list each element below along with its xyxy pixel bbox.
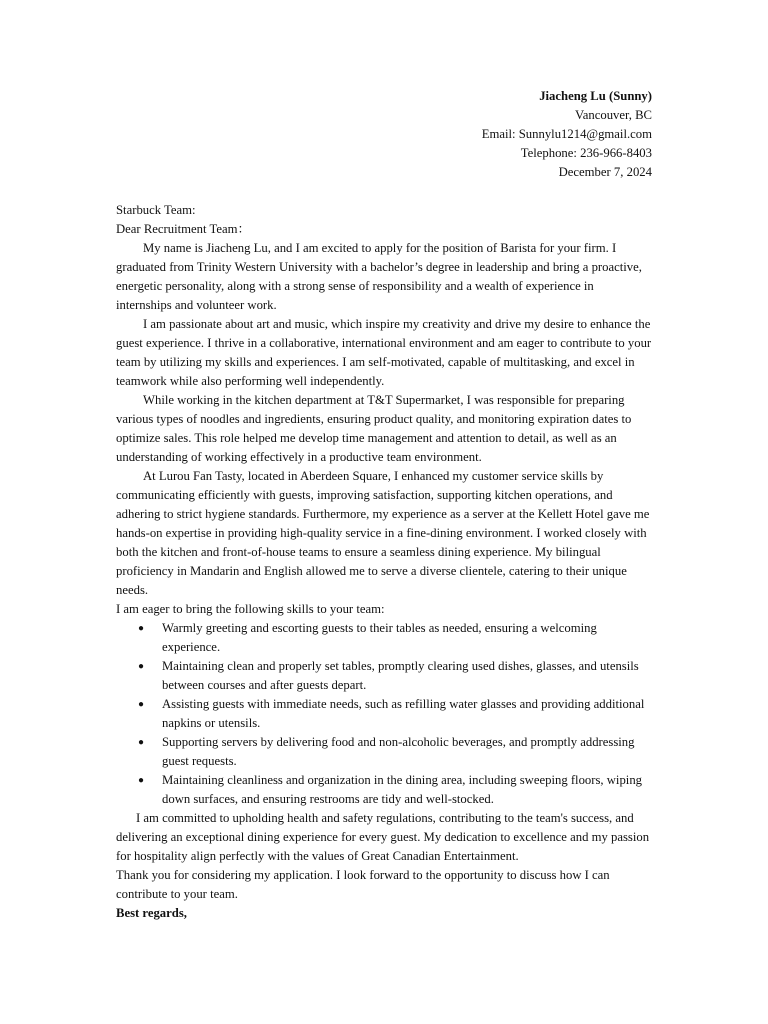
bullet-icon: ●: [138, 775, 145, 786]
cover-letter: [116, 87, 652, 923]
bullet-icon: ●: [138, 737, 145, 748]
skill-item: [116, 771, 652, 809]
closing-line: Best regards,: [116, 906, 187, 920]
skill-item: [116, 733, 652, 771]
skill-text: Warmly greeting and escorting guests to their tables as needed, ensuring a welcoming experience.: [162, 621, 597, 654]
sender-telephone: Telephone: 236-966-8403: [520, 146, 652, 160]
skill-text: Maintaining cleanliness and organization in the dining area, including sweeping floors, wiping down surfaces, and ensuring restrooms are tidy and well-stocked.: [162, 773, 643, 806]
skill-item: [116, 695, 652, 733]
skill-text: Maintaining clean and properly set tables, promptly clearing used dishes, glasses, and utensils between courses and after guests depart.: [162, 659, 639, 692]
recipient-line: Starbuck Team:: [116, 203, 196, 217]
paragraph-tt-supermarket: While working in the kitchen department at T&T Supermarket, I was responsible for preparing various types of noodles and ingredients, ensuring product quality, and monitoring expiration dates to optimize sales. This role helped me develop time management and attention to detail, as well as an understanding of working effectively in a productive team environment.: [116, 393, 632, 464]
salutation: Dear Recruitment Team：: [116, 222, 251, 236]
skills-intro: I am eager to bring the following skills to your team:: [116, 602, 385, 616]
bullet-icon: ●: [138, 699, 145, 710]
sender-name: Jiacheng Lu (Sunny): [539, 89, 652, 103]
skill-item: [116, 619, 652, 657]
paragraph-commitment: I am committed to upholding health and safety regulations, contributing to the team's success, and delivering an exceptional dining experience for every guest. My dedication to excellence and my passion for hospitality align perfectly with the values of Great Canadian Entertainment.: [116, 811, 650, 863]
bullet-icon: ●: [138, 623, 145, 634]
skills-list: [116, 619, 652, 809]
sender-location: Vancouver, BC: [574, 108, 652, 122]
skill-item: [116, 657, 652, 695]
letter-date: December 7, 2024: [558, 165, 652, 179]
skill-text: Supporting servers by delivering food and non-alcoholic beverages, and promptly addressing guest requests.: [162, 735, 635, 768]
paragraph-introduction: My name is Jiacheng Lu, and I am excited to apply for the position of Barista for your firm. I graduated from Trinity Western University with a bachelor’s degree in leadership and bring a proactive, energetic personality, along with a strong sense of responsibility and a wealth of experience in internships and volunteer work.: [116, 241, 642, 312]
paragraph-passion: I am passionate about art and music, which inspire my creativity and drive my desire to enhance the guest experience. I thrive in a collaborative, international environment and am eager to contribute to your team by utilizing my skills and experiences. I am self-motivated, capable of multitasking, and excel in teamwork while also performing well independently.: [116, 317, 652, 388]
paragraph-lurou-fan-tasty: At Lurou Fan Tasty, located in Aberdeen Square, I enhanced my customer service skills by communicating efficiently with guests, improving satisfaction, supporting kitchen operations, and adhering to strict hygiene standards. Furthermore, my experience as a server at the Kellett Hotel gave me hands-on expertise in providing high-quality service in a fine-dining environment. I worked closely with both the kitchen and front-of-house teams to ensure a seamless dining experience. My bilingual proficiency in Mandarin and English allowed me to serve a diverse clientele, catering to their unique needs.: [116, 469, 650, 597]
skill-text: Assisting guests with immediate needs, such as refilling water glasses and providing additional napkins or utensils.: [162, 697, 645, 730]
sender-block: [116, 87, 652, 182]
bullet-icon: ●: [138, 661, 145, 672]
sender-email: Email: Sunnylu1214@gmail.com: [481, 127, 652, 141]
paragraph-thanks: Thank you for considering my application. I look forward to the opportunity to discuss how I can contribute to your team.: [116, 868, 610, 901]
